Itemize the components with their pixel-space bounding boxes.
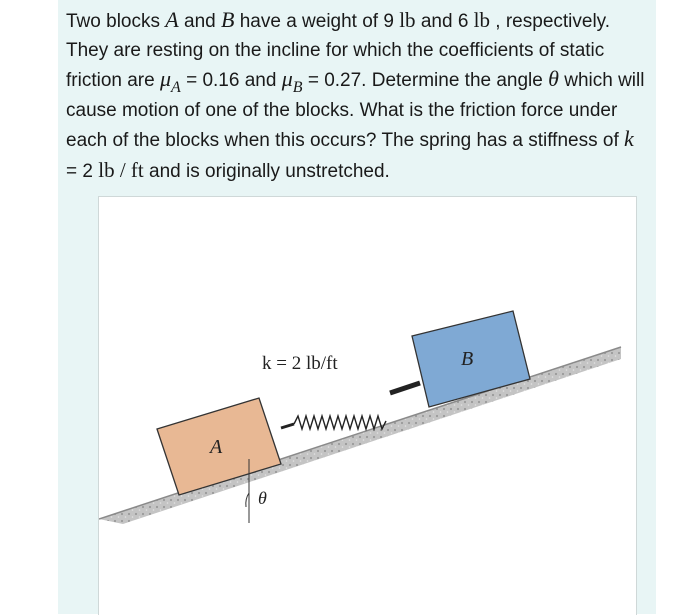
unit-lb: lb	[399, 8, 416, 32]
block-b-label: B	[461, 348, 474, 370]
angle-label: θ	[258, 488, 267, 508]
mu-symbol: μ	[281, 66, 293, 91]
math-var-B: B	[220, 7, 235, 32]
incline-diagram	[99, 197, 636, 615]
subscript-B: B	[292, 79, 303, 96]
math-var-k: k	[624, 126, 634, 151]
problem-statement: Two blocks A and B have a weight of 9 lb and 6 lb , respectively. They are resting on the incline for which the coefficients of static friction are $\mu_A = 0.16$ and $\mu_B = 0.27$. Determine the angle θ which will cause motion of one of the blocks. What is the friction force under each of the blocks when this occurs? The spring has a stiffness of k = 2 lb / ft and is originally unstretched.	[66, 7, 645, 182]
unit-lb: lb	[98, 157, 115, 182]
incline-figure	[98, 196, 637, 615]
subscript-A: A	[171, 79, 181, 96]
spring-label: k = 2 lb/ft	[262, 353, 338, 374]
theta-symbol: θ	[548, 66, 559, 91]
unit-lb: lb	[473, 8, 491, 32]
mu-symbol: μ	[159, 66, 172, 91]
block-a	[157, 398, 281, 495]
block-a-label: A	[210, 436, 223, 458]
unit-ft: ft	[130, 157, 144, 182]
math-var-A: A	[165, 7, 179, 32]
